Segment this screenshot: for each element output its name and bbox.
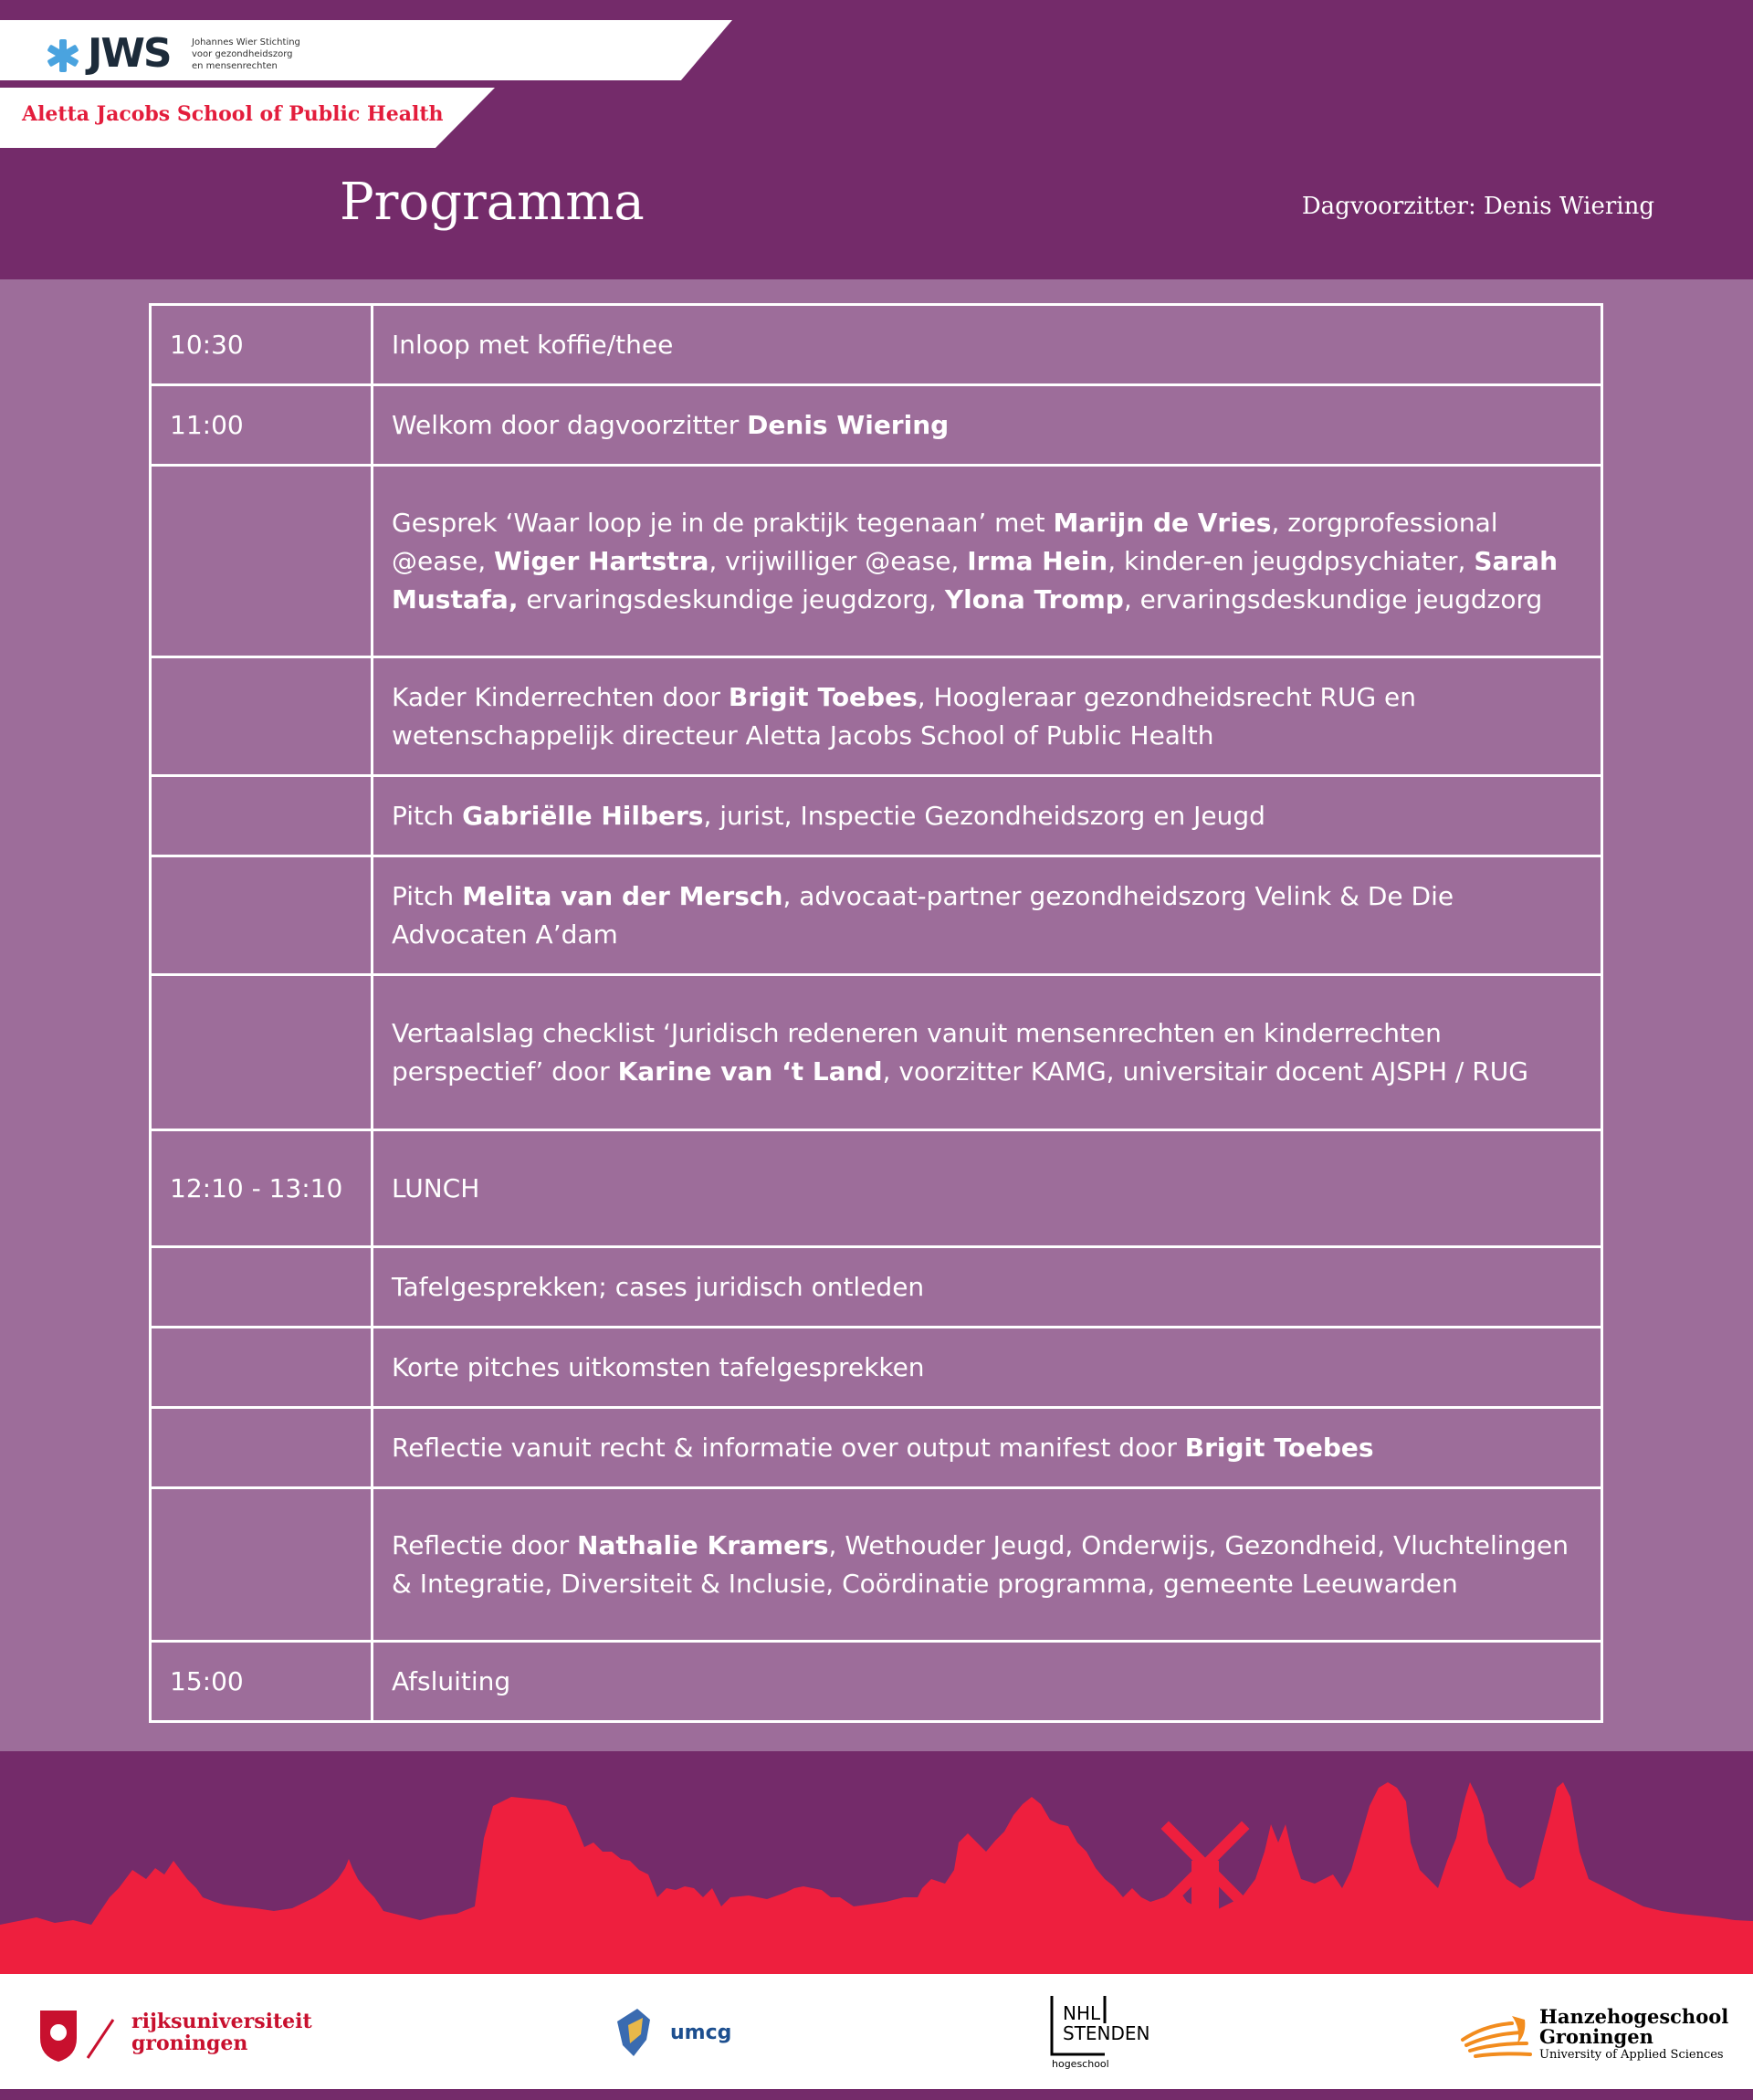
umcg-logo bbox=[610, 2003, 756, 2063]
rug-crest-icon bbox=[35, 2001, 126, 2065]
program-description bbox=[373, 1130, 1602, 1247]
program-description bbox=[373, 385, 1602, 466]
bottom-strip bbox=[0, 2089, 1753, 2100]
program-text: Welkom door dagvoorzitter bbox=[392, 409, 748, 440]
program-text: Vertaalslag checklist ‘Juridisch redeneren vanuit mensenrechten en kinderrechten perspectief’ door bbox=[392, 1017, 1442, 1087]
program-row bbox=[151, 776, 1602, 856]
program-text: ervaringsdeskundige jeugdzorg, bbox=[518, 583, 945, 614]
speaker-name: Sarah Mustafa, bbox=[392, 545, 1559, 614]
speaker-name: Brigit Toebes bbox=[728, 681, 918, 712]
speaker-name: Irma Hein bbox=[967, 545, 1108, 576]
program-description bbox=[373, 1642, 1602, 1722]
program-text: Kader Kinderrechten door bbox=[392, 681, 729, 712]
program-text: , advocaat-partner gezondheidszorg Velink & De Die Advocaten A’dam bbox=[392, 880, 1454, 950]
program-row bbox=[151, 1130, 1602, 1247]
jws-subtitle-line: en mensenrechten bbox=[192, 61, 278, 71]
program-time bbox=[151, 1328, 373, 1408]
hanze-wordmark-line: Groningen bbox=[1539, 2025, 1653, 2048]
star-of-life-icon bbox=[44, 37, 82, 75]
speaker-name: Marijn de Vries bbox=[1053, 507, 1272, 538]
program-time bbox=[151, 1488, 373, 1642]
speaker-name: Karine van ‘t Land bbox=[617, 1055, 883, 1087]
program-time bbox=[151, 1247, 373, 1328]
program-row bbox=[151, 1642, 1602, 1722]
program-description bbox=[373, 466, 1602, 657]
program-description bbox=[373, 776, 1602, 856]
speaker-name: Denis Wiering bbox=[747, 409, 950, 440]
program-description bbox=[373, 1247, 1602, 1328]
program-text: Inloop met koffie/thee bbox=[392, 329, 674, 360]
header bbox=[0, 0, 1753, 279]
rug-wordmark-line: rijksuniversiteit bbox=[131, 2010, 312, 2033]
nhl-wordmark-line: NHL bbox=[1063, 2002, 1101, 2024]
program-description bbox=[373, 1328, 1602, 1408]
page-title: Programma bbox=[340, 173, 645, 232]
program-row bbox=[151, 466, 1602, 657]
program-time bbox=[151, 975, 373, 1130]
program-time bbox=[151, 657, 373, 776]
program-description bbox=[373, 856, 1602, 975]
jws-subtitle-line: Johannes Wier Stichting bbox=[192, 37, 300, 47]
program-description bbox=[373, 1488, 1602, 1642]
program-text: Gesprek ‘Waar loop je in de praktijk tegenaan’ met bbox=[392, 507, 1054, 538]
program-text: Afsluiting bbox=[392, 1665, 511, 1696]
program-time: 11:00 bbox=[151, 385, 373, 466]
program-section bbox=[0, 279, 1753, 1751]
rug-logo bbox=[35, 2001, 312, 2065]
speaker-name: Melita van der Mersch bbox=[462, 880, 783, 911]
program-time bbox=[151, 856, 373, 975]
program-time: 15:00 bbox=[151, 1642, 373, 1722]
speaker-name: Wiger Hartstra bbox=[494, 545, 709, 576]
program-text: Pitch bbox=[392, 880, 463, 911]
hanze-logo bbox=[1457, 2007, 1731, 2073]
program-row bbox=[151, 856, 1602, 975]
program-text: Reflectie vanuit recht & informatie over output manifest door bbox=[392, 1432, 1185, 1463]
program-row bbox=[151, 1488, 1602, 1642]
chair-label: Dagvoorzitter: Denis Wiering bbox=[1301, 193, 1654, 220]
umcg-emblem-icon bbox=[610, 2003, 665, 2063]
nhl-stenden-subtitle: hogeschool bbox=[1052, 2058, 1109, 2070]
hanze-flame-icon bbox=[1457, 2007, 1539, 2073]
program-time: 12:10 - 13:10 bbox=[151, 1130, 373, 1247]
program-table-body bbox=[151, 305, 1602, 1722]
program-text: Korte pitches uitkomsten tafelgesprekken bbox=[392, 1351, 925, 1382]
program-row bbox=[151, 1247, 1602, 1328]
program-text: , vrijwilliger @ease, bbox=[709, 545, 968, 576]
nhl-wordmark-line: STENDEN bbox=[1063, 2022, 1150, 2044]
program-text: , ervaringsdeskundige jeugdzorg bbox=[1123, 583, 1543, 614]
jws-subtitle-line: voor gezondheidszorg bbox=[192, 49, 293, 59]
program-text: , zorgprofessional @ease, bbox=[392, 507, 1498, 576]
program-table bbox=[149, 303, 1603, 1723]
program-description bbox=[373, 305, 1602, 385]
program-text: Reflectie door bbox=[392, 1529, 578, 1560]
umcg-wordmark: umcg bbox=[670, 2021, 732, 2044]
jws-wordmark: JWS bbox=[88, 30, 171, 77]
program-row bbox=[151, 975, 1602, 1130]
program-text: , voorzitter KAMG, universitair docent AJSPH / RUG bbox=[882, 1055, 1528, 1087]
footer-logos bbox=[0, 1974, 1753, 2089]
program-text: Pitch bbox=[392, 800, 463, 831]
program-time: 10:30 bbox=[151, 305, 373, 385]
program-row bbox=[151, 305, 1602, 385]
program-time bbox=[151, 466, 373, 657]
program-row bbox=[151, 385, 1602, 466]
program-description bbox=[373, 657, 1602, 776]
hanze-wordmark-line: Hanzehogeschool bbox=[1539, 2005, 1729, 2028]
program-description bbox=[373, 975, 1602, 1130]
program-row bbox=[151, 1408, 1602, 1488]
program-row bbox=[151, 657, 1602, 776]
speaker-name: Gabriëlle Hilbers bbox=[462, 800, 704, 831]
program-text: Tafelgesprekken; cases juridisch ontleden bbox=[392, 1271, 925, 1302]
program-time bbox=[151, 1408, 373, 1488]
jws-subtitle bbox=[192, 37, 365, 72]
city-skyline-illustration bbox=[0, 1751, 1753, 1974]
nhl-stenden-logo bbox=[1050, 1992, 1160, 2076]
school-name: Aletta Jacobs School of Public Health bbox=[22, 102, 444, 126]
nhl-stenden-wordmark bbox=[1063, 2003, 1150, 2043]
hanze-subtitle: University of Applied Sciences bbox=[1539, 2048, 1724, 2062]
program-text: , Hoogleraar gezondheidsrecht RUG en wetenschappelijk directeur Aletta Jacobs School of Public Health bbox=[392, 681, 1417, 751]
program-text: , jurist, Inspectie Gezondheidszorg en Jeugd bbox=[703, 800, 1265, 831]
program-time bbox=[151, 776, 373, 856]
speaker-name: Brigit Toebes bbox=[1184, 1432, 1374, 1463]
program-text: , Wethouder Jeugd, Onderwijs, Gezondheid, Vluchtelingen & Integratie, Diversiteit & Inclusie, Coördinatie programma, gemeente Leeuwarden bbox=[392, 1529, 1569, 1599]
speaker-name: Ylona Tromp bbox=[944, 583, 1124, 614]
rug-wordmark-line: groningen bbox=[131, 2032, 248, 2055]
hanze-wordmark bbox=[1539, 2007, 1728, 2063]
program-row bbox=[151, 1328, 1602, 1408]
program-text: LUNCH bbox=[392, 1172, 480, 1203]
program-description bbox=[373, 1408, 1602, 1488]
speaker-name: Nathalie Kramers bbox=[577, 1529, 829, 1560]
program-text: , kinder-en jeugdpsychiater, bbox=[1107, 545, 1475, 576]
rug-wordmark bbox=[131, 2011, 312, 2054]
